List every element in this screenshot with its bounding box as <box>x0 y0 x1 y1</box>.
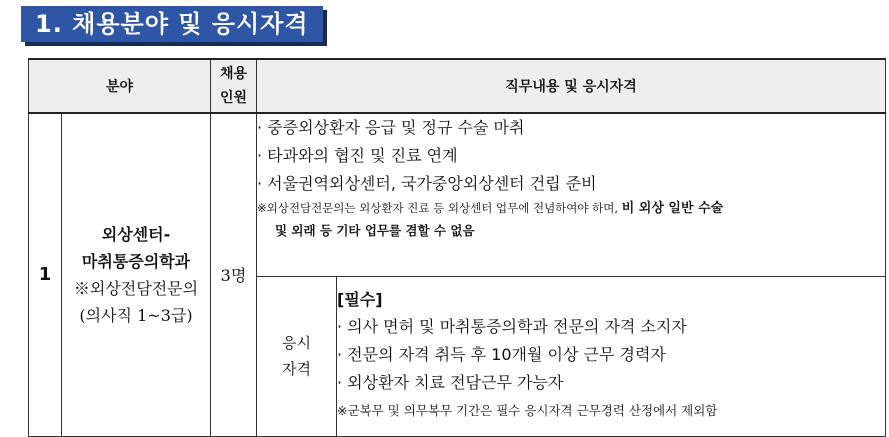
header-field: 분야 <box>29 59 211 113</box>
qualification-item: · 전문의 자격 취득 후 10개월 이상 근무 경력자 <box>337 345 666 364</box>
qualification-item: · 의사 면허 및 마취통증의학과 전문의 자격 소지자 <box>337 317 687 336</box>
header-count <box>211 59 257 113</box>
duty-item: · 서울권역외상센터, 국가중앙외상센터 건립 준비 <box>257 174 597 193</box>
duty-item: · 타과와의 협진 및 진료 연계 <box>257 146 458 165</box>
recruitment-table <box>28 58 886 437</box>
qualification-note: ※군복무 및 의무복무 기간은 필수 응시자격 근무경력 산정에서 제외함 <box>337 403 718 418</box>
duties-note-text: ※외상전담전문의는 외상환자 진료 등 외상센터 업무에 전념하여야 하며, <box>257 201 619 215</box>
duties-note-bold: 비 외상 일반 수술 <box>621 201 724 216</box>
duty-item: · 중증외상환자 응급 및 정규 수술 마취 <box>257 118 525 137</box>
field-name-line2: 마취통증의학과 <box>81 251 191 271</box>
duties-note-bold-line2: 및 외래 등 기타 업무를 겸할 수 없음 <box>275 223 475 238</box>
field-note-line2: (의사직 1~3급) <box>79 305 193 325</box>
table-row <box>29 113 886 276</box>
qualification-cell <box>337 276 886 436</box>
qualification-item: · 외상환자 치료 전담근무 가능자 <box>337 373 564 392</box>
duties-cell <box>257 113 886 276</box>
duties-note <box>257 198 885 219</box>
header-duties: 직무내용 및 응시자격 <box>257 59 886 113</box>
qualification-label-line1: 응시 <box>282 334 311 352</box>
count-cell: 3명 <box>211 113 257 436</box>
table-header-row <box>29 59 886 113</box>
qualification-label <box>257 276 337 436</box>
section-title: 1. 채용분야 및 응시자격 <box>21 6 323 42</box>
qualification-header: [필수] <box>337 290 383 309</box>
header-count-line1: 채용 <box>219 66 248 82</box>
qualification-label-line2: 자격 <box>282 360 311 378</box>
field-name-line1: 외상센터- <box>101 224 171 244</box>
row-number: 1 <box>29 113 62 436</box>
field-note-line1: ※외상전담전문의 <box>73 278 199 298</box>
field-cell <box>62 113 211 436</box>
header-count-line2: 인원 <box>219 90 248 106</box>
